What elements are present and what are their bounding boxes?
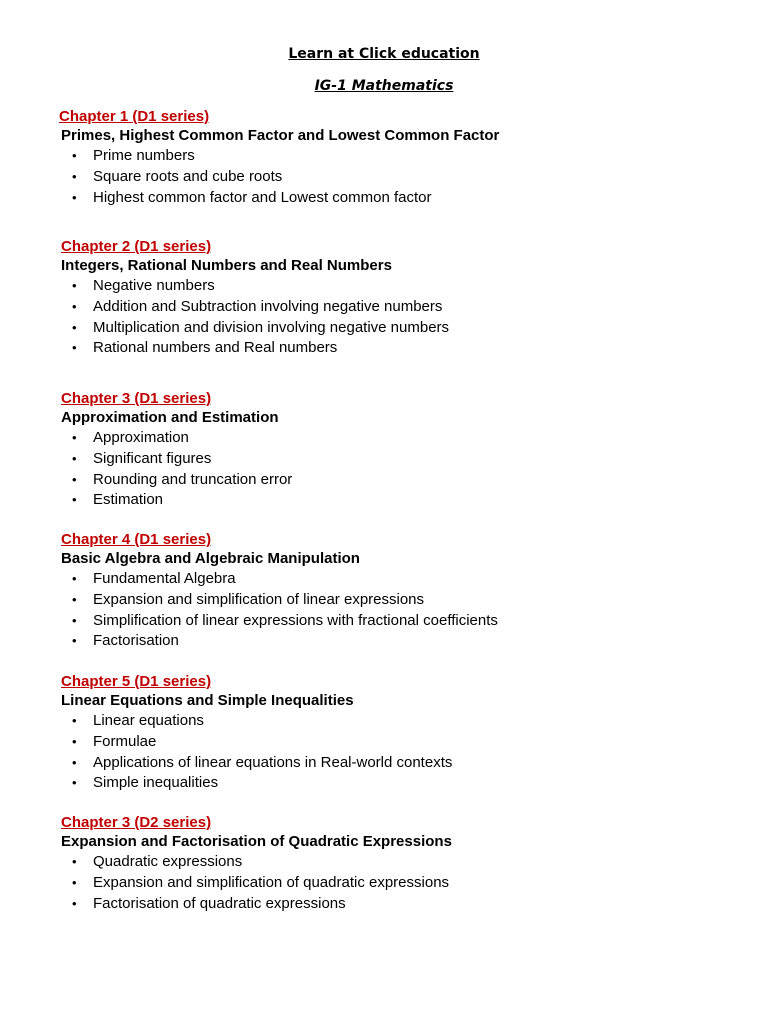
topic-item (61, 276, 741, 297)
chapter-heading: Chapter 5 (D1 series) (61, 673, 212, 690)
topic-label: Multiplication and division involving negative numbers (93, 318, 450, 336)
topic-item (61, 590, 741, 611)
topic-list (61, 852, 741, 914)
topic-item (61, 188, 739, 209)
topic-list (61, 569, 741, 652)
topic-list (61, 276, 741, 359)
topic-list (61, 428, 741, 511)
topic-item (61, 318, 741, 339)
document-title: Learn at Click education (288, 46, 480, 62)
bullet-icon: • (72, 148, 77, 163)
topic-item (61, 569, 741, 590)
bullet-icon: • (72, 854, 77, 869)
topic-label: Fundamental Algebra (93, 570, 236, 587)
chapter-section (61, 238, 741, 359)
topic-label: Rational numbers and Real numbers (93, 339, 338, 357)
topic-item (61, 773, 741, 794)
chapter-section (61, 814, 741, 914)
topic-label: Simple inequalities (93, 774, 219, 792)
bullet-icon: • (72, 450, 77, 466)
bullet-icon: • (72, 340, 77, 356)
topic-item (61, 753, 741, 774)
bullet-icon: • (72, 471, 77, 487)
bullet-icon: • (72, 278, 77, 293)
topic-item (61, 852, 741, 873)
topic-label: Addition and Subtraction involving negative numbers (93, 297, 443, 315)
bullet-icon: • (72, 895, 77, 911)
topic-item (61, 449, 741, 470)
topic-item (61, 297, 741, 318)
bullet-icon: • (72, 733, 77, 749)
chapter-section (61, 673, 741, 794)
chapter-section (61, 390, 741, 511)
topic-label: Significant figures (93, 449, 212, 467)
chapter-title: Expansion and Factorisation of Quadratic Expressions (61, 833, 452, 850)
bullet-icon: • (72, 189, 77, 205)
bullet-icon: • (72, 713, 77, 728)
chapter-heading: Chapter 1 (D1 series) (59, 108, 210, 125)
topic-item (61, 873, 741, 894)
bullet-icon: • (72, 874, 77, 890)
topic-list (61, 146, 739, 208)
chapter-heading: Chapter 4 (D1 series) (61, 531, 212, 548)
topic-label: Highest common factor and Lowest common factor (93, 188, 432, 206)
topic-label: Expansion and simplification of linear expressions (93, 590, 425, 608)
bullet-icon: • (72, 319, 77, 335)
topic-label: Simplification of linear expressions with fractional coefficients (93, 611, 498, 629)
bullet-icon: • (72, 298, 77, 314)
topic-label: Square roots and cube roots (93, 167, 283, 185)
topic-label: Approximation (93, 429, 189, 446)
bullet-icon: • (72, 612, 77, 628)
bullet-icon: • (72, 775, 77, 791)
chapter-title: Approximation and Estimation (61, 409, 279, 426)
topic-label: Factorisation of quadratic expressions (93, 894, 346, 912)
topic-label: Formulae (93, 732, 157, 750)
bullet-icon: • (72, 633, 77, 649)
topic-label: Rounding and truncation error (93, 470, 293, 488)
topic-item (61, 470, 741, 491)
bullet-icon: • (72, 591, 77, 607)
topic-item (61, 732, 741, 753)
topic-label: Negative numbers (93, 277, 215, 294)
chapter-heading: Chapter 3 (D1 series) (61, 390, 212, 407)
chapter-title: Basic Algebra and Algebraic Manipulation (61, 550, 360, 567)
topic-item (61, 167, 739, 188)
topic-item (61, 338, 741, 359)
bullet-icon: • (72, 168, 77, 184)
topic-label: Applications of linear equations in Real-world contexts (93, 753, 453, 771)
topic-item (61, 711, 741, 732)
topic-item (61, 490, 741, 511)
chapter-title: Primes, Highest Common Factor and Lowest Common Factor (61, 127, 500, 144)
topic-item (61, 631, 741, 652)
topic-label: Prime numbers (93, 147, 195, 164)
topic-item (61, 428, 741, 449)
bullet-icon: • (72, 430, 77, 445)
chapter-title: Integers, Rational Numbers and Real Numbers (61, 257, 392, 274)
topic-item (61, 611, 741, 632)
topic-label: Linear equations (93, 712, 204, 729)
chapter-section (59, 108, 739, 208)
chapter-section (61, 531, 741, 652)
topic-item (61, 146, 739, 167)
topic-label: Estimation (93, 491, 164, 509)
topic-item (61, 894, 741, 915)
bullet-icon: • (72, 571, 77, 586)
topic-label: Quadratic expressions (93, 853, 243, 870)
topic-list (61, 711, 741, 794)
chapter-heading: Chapter 3 (D2 series) (61, 814, 212, 831)
topic-label: Factorisation (93, 632, 179, 650)
document-subtitle: IG-1 Mathematics (314, 78, 454, 94)
topic-label: Expansion and simplification of quadratic expressions (93, 873, 450, 891)
bullet-icon: • (72, 754, 77, 770)
chapter-heading: Chapter 2 (D1 series) (61, 238, 212, 255)
chapter-title: Linear Equations and Simple Inequalities (61, 692, 354, 709)
bullet-icon: • (72, 492, 77, 508)
